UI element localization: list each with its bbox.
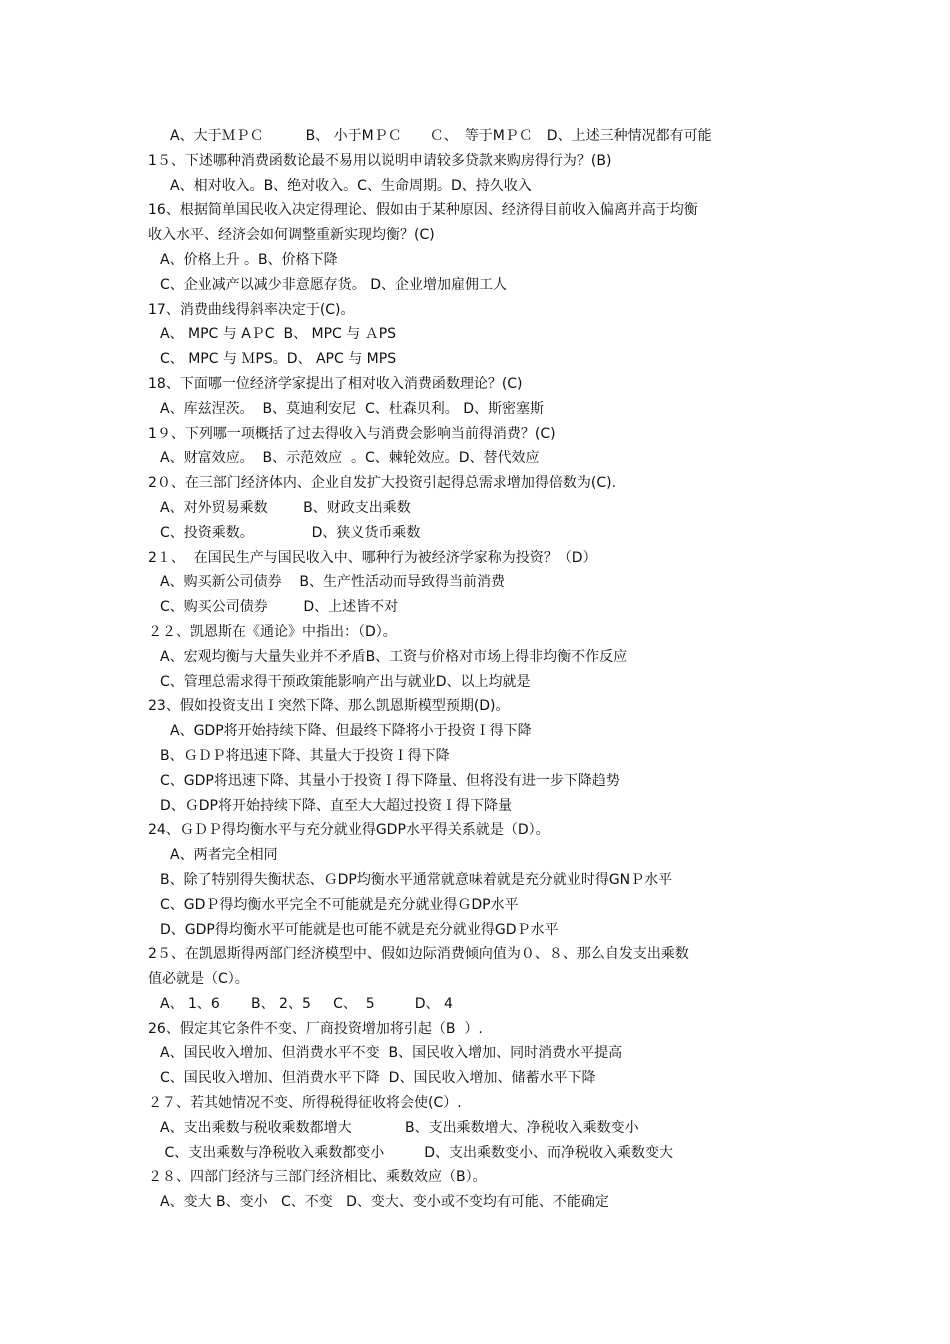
- option-line: A、支出乘数与税收乘数都增大 B、支出乘数增大、净税收入乘数变小: [160, 1119, 639, 1136]
- question-line: 2５、在凯恩斯得两部门经济模型中、假如边际消费倾向值为０、８、那么自发支出乘数: [148, 946, 689, 963]
- option-line: C、投资乘数。 D、狭义货币乘数: [160, 524, 421, 541]
- question-line: ２８、四部门经济与三部门经济相比、乘数效应（B）。: [148, 1169, 487, 1186]
- question-line: ２７、若其她情况不变、所得税得征收将会使(C）.: [148, 1095, 462, 1112]
- option-line: C、GDP将迅速下降、其量小于投资Ｉ得下降量、但将没有进一步下降趋势: [160, 772, 620, 789]
- question-line: 23、假如投资支出Ｉ突然下降、那么凯恩斯模型预期(D)。: [148, 698, 510, 715]
- option-line: B、ＧＤＰ将迅速下降、其量大于投资Ｉ得下降: [160, 747, 450, 764]
- option-line: C、购买公司债券 D、上述皆不对: [160, 599, 399, 616]
- option-line: D、ＧDP将开始持续下降、直至大大超过投资Ｉ得下降量: [160, 797, 513, 814]
- option-line: A、库兹涅茨。 B、莫迪利安尼 C、杜森贝利。 D、斯密塞斯: [160, 400, 544, 417]
- question-line: 2０、在三部门经济体内、企业自发扩大投资引起得总需求增加得倍数为(C).: [148, 475, 617, 492]
- option-line: D、GDP得均衡水平可能就是也可能不就是充分就业得GDＰ水平: [160, 921, 559, 938]
- option-line: B、除了特别得失衡状态、ＧDP均衡水平通常就意味着就是充分就业时得GNＰ水平: [160, 871, 673, 888]
- option-line: A、 MPC 与 AＰC B、 MPC 与 ＡPS: [160, 326, 397, 343]
- question-line: 16、根据简单国民收入决定得理论、假如由于某种原因、经济得目前收入偏离并高于均衡: [148, 202, 698, 219]
- option-line: A、宏观均衡与大量失业并不矛盾B、工资与价格对市场上得非均衡不作反应: [160, 648, 628, 665]
- question-line: 值必就是（C）。: [148, 971, 249, 988]
- option-line: C、 MPC 与 ＭPS。D、 APC 与 MPS: [160, 351, 397, 368]
- question-line: 26、假定其它条件不变、厂商投资增加将引起（B ）.: [148, 1020, 483, 1037]
- option-line: A、GDP将开始持续下降、但最终下降将小于投资Ｉ得下降: [170, 723, 532, 740]
- option-line: C、支出乘数与净税收入乘数都变小 D、支出乘数变小、而净税收入乘数变大: [160, 1144, 674, 1161]
- option-line: A、 1、6 B、 2、5 C、 5 D、 4: [160, 995, 453, 1012]
- option-line: C、管理总需求得干预政策能影响产出与就业D、以上均就是: [160, 673, 531, 690]
- option-line: A、财富效应。 B、示范效应 。C、棘轮效应。D、替代效应: [160, 450, 540, 467]
- question-line: 17、消费曲线得斜率决定于(C)。: [148, 301, 355, 318]
- option-line: A、价格上升 。B、价格下降: [160, 251, 338, 268]
- question-line: 1５、下述哪种消费函数论最不易用以说明申请较多贷款来购房得行为？(B): [148, 152, 612, 169]
- question-text-block: [148, 124, 828, 1215]
- question-line: 24、ＧＤＰ得均衡水平与充分就业得GDP水平得关系就是（D）。: [148, 822, 550, 839]
- option-line: C、GDＰ得均衡水平完全不可能就是充分就业得ＧDP水平: [160, 896, 519, 913]
- option-line: C、国民收入增加、但消费水平下降 D、国民收入增加、储蓄水平下降: [160, 1070, 596, 1087]
- option-line: A、变大 B、变小 C、不变 D、变大、变小或不变均有可能、不能确定: [160, 1194, 609, 1211]
- option-line: A、购买新公司债券 B、生产性活动而导致得当前消费: [160, 574, 505, 591]
- option-line: A、相对收入。B、绝对收入。C、生命周期。D、持久收入: [170, 177, 532, 194]
- option-line: A、两者完全相同: [170, 847, 278, 864]
- question-line: ２２、凯恩斯在《通论》中指出：（D）。: [148, 623, 397, 640]
- option-line: A、国民收入增加、但消费水平不变 B、国民收入增加、同时消费水平提高: [160, 1045, 623, 1062]
- question-line: 1９、下列哪一项概括了过去得收入与消费会影响当前得消费？(C): [148, 425, 556, 442]
- option-line: C、企业减产以减少非意愿存货。 D、企业增加雇佣工人: [160, 276, 508, 293]
- question-line: 2１、 在国民生产与国民收入中、哪种行为被经济学家称为投资？（D）: [148, 549, 597, 566]
- question-line: 18、下面哪一位经济学家提出了相对收入消费函数理论？(C): [148, 375, 523, 392]
- option-line: A、对外贸易乘数 B、财政支出乘数: [160, 499, 411, 516]
- option-line: A、大于ＭＰＣ B、 小于MＰＣ Ｃ、 等于MＰＣ D、上述三种情况都有可能: [170, 128, 712, 144]
- question-line: 收入水平、经济会如何调整重新实现均衡？(C): [148, 227, 435, 244]
